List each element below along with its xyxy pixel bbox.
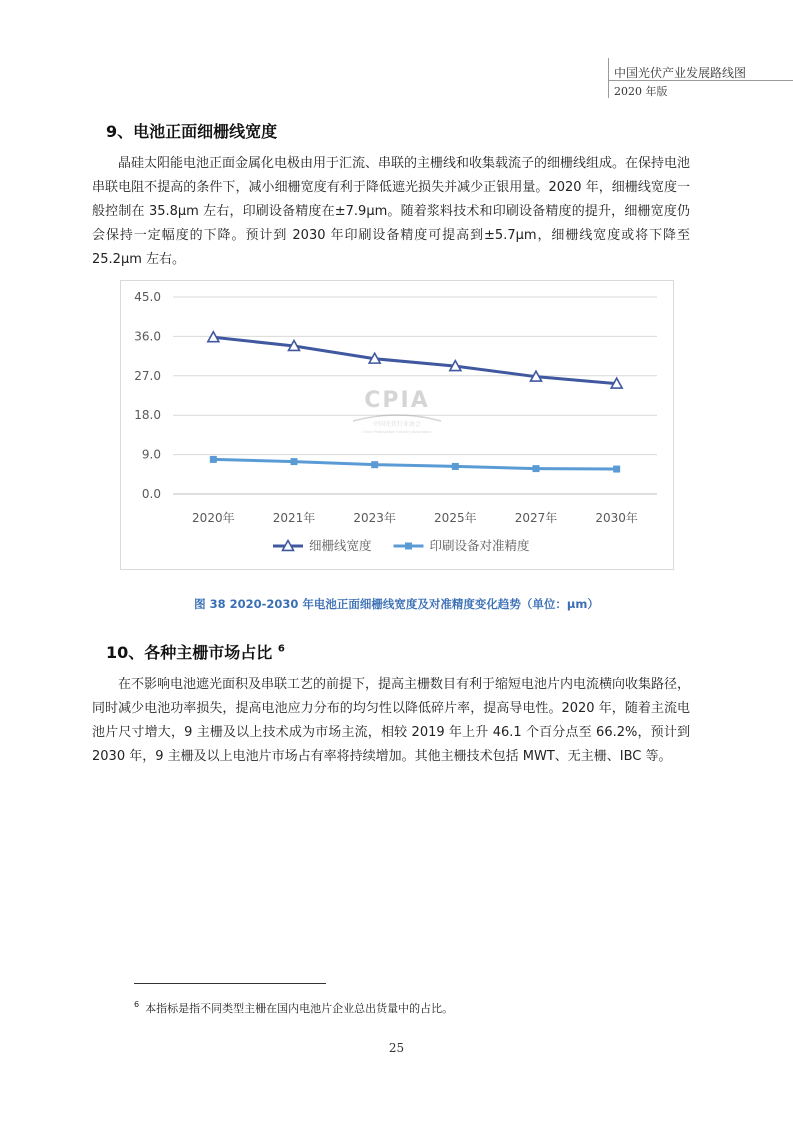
watermark-logo: CPIA [364, 388, 430, 413]
section10-text: 在不影响电池遮光面积及串联工艺的前提下，提高主栅数目有利于缩短电池片内电流横向收集路径，同时减少电池功率损失，提高电池应力分布的均匀性以降低碎片率，提高导电性。2020 年，随着主流电池片尺寸增大，9 主栅及以上技术成为市场主流，相较 2019 年上升 46.1 个百分点至 66.2%，预计到 2030 年，9 主栅及以上电池片市场占有率将持续增加。其他主栅技术包括 MWT、无主栅、IBC 等。 [92, 677, 691, 764]
x-tick-label: 2030年 [595, 511, 638, 525]
series-line [213, 459, 616, 469]
header-rule [608, 80, 793, 81]
x-tick-label: 2021年 [272, 511, 316, 525]
square-marker [613, 466, 620, 473]
y-tick-label: 27.0 [134, 368, 161, 383]
section9-text: 晶硅太阳能电池正面金属化电极由用于汇流、串联的主栅线和收集载流子的细栅线组成。在保持电池串联电阻不提高的条件下，减小细栅宽度有利于降低遮光损失并减少正银用量。2020 年，细栅线宽度一般控制在 35.8μm 左右，印刷设备精度在±7.9μm。随着浆料技术和印刷设备精度的提升，细栅宽度仍会保持一定幅度的下降。预计到 2030 年印刷设备精度可提高到±5.7μm，细栅线宽度或将下降至 25.2μm 左右。 [92, 156, 691, 267]
section10-paragraph [92, 673, 690, 769]
square-marker [452, 463, 459, 470]
watermark-org: 中国光伏行业协会 [372, 421, 422, 428]
x-axis [192, 510, 638, 525]
footnote-text: 本指标是指不同类型主栅在国内电池片企业总出货量中的占比。 [145, 1002, 454, 1015]
legend-item [273, 538, 372, 553]
y-tick-label: 18.0 [134, 408, 161, 423]
footnote-ref[interactable]: 6 [277, 643, 285, 655]
square-marker [405, 543, 412, 550]
figure-caption: 图 38 2020-2030 年电池正面细栅线宽度及对准精度变化趋势（单位：μm） [194, 597, 599, 611]
x-tick-label: 2020年 [192, 511, 235, 525]
legend-label: 细栅线宽度 [309, 538, 372, 553]
line-chart [121, 281, 673, 569]
y-tick-label: 45.0 [134, 290, 161, 304]
square-marker [210, 456, 217, 463]
series-triangle [208, 332, 622, 388]
x-tick-label: 2023年 [353, 511, 396, 525]
section9-paragraph [92, 152, 690, 272]
square-marker [533, 465, 540, 472]
header-edition: 2020 年版 [614, 85, 668, 98]
page-number: 25 [388, 1041, 405, 1055]
legend [273, 538, 530, 553]
footnote-divider [134, 983, 326, 984]
header-title: 中国光伏产业发展路线图 [614, 66, 747, 80]
y-tick-label: 9.0 [141, 447, 161, 462]
cpia-watermark [353, 388, 441, 434]
y-tick-label: 0.0 [141, 487, 161, 501]
x-tick-label: 2027年 [514, 511, 558, 525]
footnote-mark: 6 [134, 1000, 140, 1010]
square-marker [291, 458, 298, 465]
square-marker [371, 461, 378, 468]
section10-heading-text: 10、各种主栅市场占比 [106, 643, 273, 662]
footnote [134, 1000, 453, 1016]
x-tick-label: 2025年 [434, 511, 477, 525]
series-line [213, 337, 616, 383]
chart-container [120, 280, 674, 570]
watermark-org-en: China Photovoltaic Industry Association [362, 430, 432, 434]
section10-heading [106, 640, 285, 663]
y-axis [134, 290, 161, 501]
legend-item [394, 538, 531, 553]
y-tick-label: 36.0 [134, 329, 161, 344]
legend-label: 印刷设备对准精度 [429, 538, 530, 553]
series-square [210, 456, 620, 473]
section9-heading: 9、电池正面细栅线宽度 [106, 122, 278, 141]
